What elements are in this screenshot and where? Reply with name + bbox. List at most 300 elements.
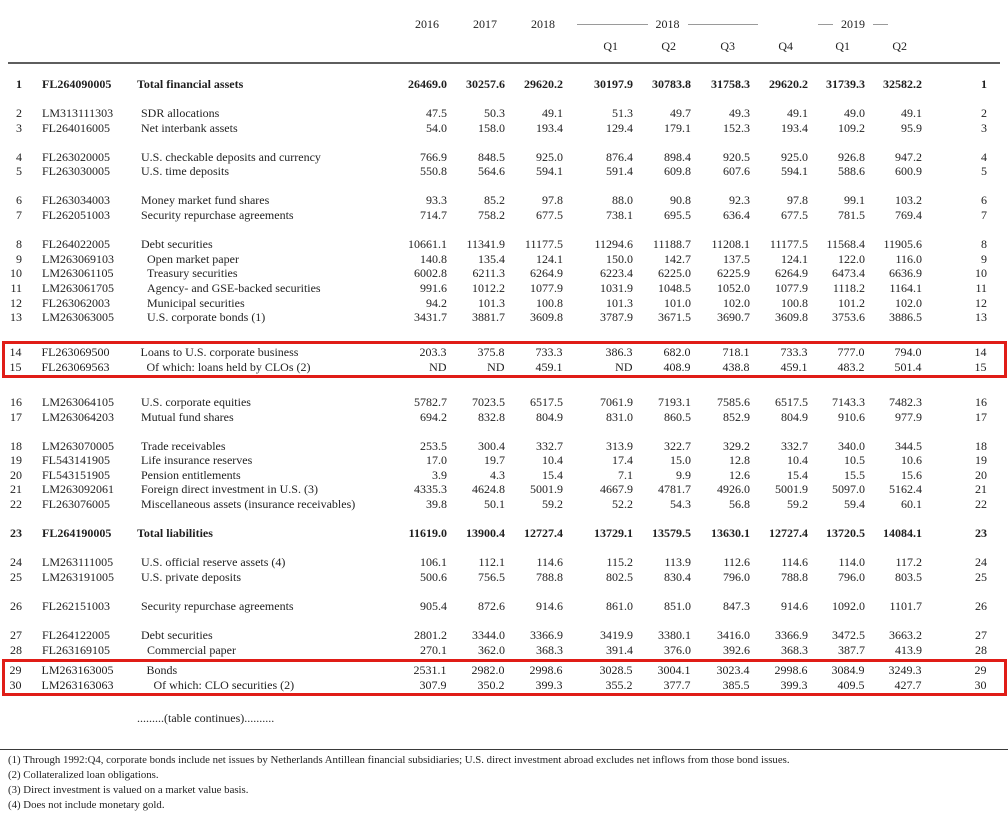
- value-cell: 1048.5: [658, 280, 691, 295]
- value-cell: 920.5: [723, 149, 750, 164]
- value-cell: 10.4: [787, 453, 808, 468]
- table-row: [8, 208, 1000, 223]
- row-number-right: 5: [981, 164, 987, 179]
- value-cell: 413.9: [895, 642, 922, 657]
- row-number-left: 24: [10, 555, 22, 570]
- series-code: LM263063005: [42, 310, 114, 325]
- value-cell: 3881.7: [472, 310, 505, 325]
- table-row: [8, 453, 1000, 468]
- series-code: LM263111005: [42, 555, 114, 570]
- value-cell: 106.1: [420, 555, 447, 570]
- row-spacer: [8, 92, 1000, 107]
- value-cell: 5001.9: [530, 482, 563, 497]
- row-spacer: [8, 424, 1000, 439]
- series-code: FL262051003: [42, 208, 111, 223]
- value-cell: 15.0: [670, 453, 691, 468]
- value-cell: 947.2: [895, 149, 922, 164]
- row-number-left: 4: [16, 149, 22, 164]
- table-row: [8, 150, 1000, 165]
- row-number-right: 12: [975, 295, 987, 310]
- table-row: [8, 310, 1000, 325]
- value-cell: 99.1: [844, 193, 865, 208]
- value-cell: 376.0: [664, 642, 691, 657]
- series-code: FL263069500: [41, 345, 110, 360]
- value-cell: 714.7: [420, 208, 447, 223]
- value-cell: 32582.2: [883, 77, 922, 91]
- row-number-right: 22: [975, 496, 987, 511]
- value-cell: 93.3: [426, 193, 447, 208]
- value-cell: 861.0: [606, 598, 633, 613]
- footnote-divider-rule: [0, 749, 1008, 750]
- row-number-left: 30: [9, 677, 22, 692]
- value-cell: 377.7: [663, 677, 691, 692]
- row-number-left: 15: [9, 359, 22, 374]
- value-cell: 112.6: [723, 555, 750, 570]
- value-cell: 10.6: [901, 453, 922, 468]
- series-description: Open market paper: [147, 251, 239, 266]
- table-row: [8, 281, 1000, 296]
- value-cell: 59.2: [542, 496, 563, 511]
- row-number-left: 1: [16, 77, 22, 91]
- footnote-2: (2) Collateralized loan obligations.: [8, 769, 159, 782]
- value-cell: 4926.0: [717, 482, 750, 497]
- table-row: [8, 663, 1001, 678]
- row-number-right: 11: [975, 280, 987, 295]
- column-header-2019-q2: Q2: [892, 38, 907, 53]
- series-description: Debt securities: [141, 627, 213, 642]
- value-cell: 2801.2: [414, 627, 447, 642]
- row-number-left: 3: [16, 120, 22, 135]
- header-year-row: [8, 0, 1000, 34]
- series-description: U.S. corporate bonds (1): [147, 310, 266, 325]
- value-cell: 852.9: [723, 409, 750, 424]
- value-cell: 54.3: [670, 496, 691, 511]
- value-cell: 12727.4: [524, 526, 563, 541]
- series-description: U.S. checkable deposits and currency: [141, 149, 321, 164]
- value-cell: 694.2: [420, 409, 447, 424]
- value-cell: 600.9: [895, 164, 922, 179]
- value-cell: 11341.9: [466, 237, 505, 252]
- series-description: Municipal securities: [147, 295, 245, 310]
- value-cell: 10.5: [844, 453, 865, 468]
- value-cell: 1077.9: [775, 280, 808, 295]
- value-cell: 5782.7: [414, 394, 447, 409]
- series-description: Of which: loans held by CLOs (2): [146, 359, 311, 374]
- value-cell: 193.4: [536, 120, 563, 135]
- series-description: U.S. corporate equities: [141, 394, 251, 409]
- value-cell: 3753.6: [832, 310, 865, 325]
- value-cell: 2982.0: [471, 663, 505, 678]
- series-description: Debt securities: [141, 237, 213, 252]
- row-number-left: 14: [9, 345, 22, 360]
- value-cell: 59.4: [844, 496, 865, 511]
- row-number-left: 12: [10, 295, 22, 310]
- value-cell: 11177.5: [524, 237, 563, 252]
- value-cell: 193.4: [781, 120, 808, 135]
- value-cell: 591.4: [606, 164, 633, 179]
- row-number-left: 13: [10, 310, 22, 325]
- row-spacer: [8, 584, 1000, 599]
- value-cell: 17.4: [612, 453, 633, 468]
- series-code: FL263034003: [42, 193, 111, 208]
- value-cell: 14084.1: [883, 526, 922, 541]
- table-row: [8, 526, 1000, 541]
- row-number-left: 25: [10, 569, 22, 584]
- value-cell: 11568.4: [826, 237, 865, 252]
- series-code: FL264190005: [42, 526, 112, 541]
- table-row: [8, 193, 1000, 208]
- value-cell: 12.6: [729, 467, 750, 482]
- value-cell: 307.9: [419, 677, 447, 692]
- series-code: FL264090005: [42, 77, 112, 91]
- value-cell: 677.5: [781, 208, 808, 223]
- value-cell: 51.3: [612, 106, 633, 121]
- series-code: FL263062003: [42, 295, 111, 310]
- value-cell: 15.5: [844, 467, 865, 482]
- row-number-left: 29: [9, 663, 22, 678]
- row-number-right: 19: [975, 453, 987, 468]
- value-cell: 5162.4: [889, 482, 922, 497]
- series-description: Security repurchase agreements: [141, 208, 294, 223]
- row-number-left: 10: [10, 266, 22, 281]
- value-cell: 140.8: [420, 251, 447, 266]
- value-cell: 122.0: [838, 251, 865, 266]
- value-cell: 3663.2: [889, 627, 922, 642]
- header-divider-rule: [8, 62, 1000, 64]
- row-number-left: 26: [10, 598, 22, 613]
- value-cell: 991.6: [420, 280, 447, 295]
- value-cell: 50.1: [484, 496, 505, 511]
- series-description: Commercial paper: [147, 642, 236, 657]
- footnote-4: (4) Does not include monetary gold.: [8, 799, 165, 812]
- series-description: Net interbank assets: [141, 120, 238, 135]
- value-cell: 15.4: [542, 467, 563, 482]
- value-cell: 103.2: [895, 193, 922, 208]
- value-cell: 253.5: [420, 438, 447, 453]
- value-cell: 607.6: [723, 164, 750, 179]
- value-cell: 109.2: [838, 120, 865, 135]
- value-cell: 114.6: [536, 555, 563, 570]
- series-code: FL262151003: [42, 598, 111, 613]
- value-cell: 847.3: [723, 598, 750, 613]
- value-cell: 391.4: [606, 642, 633, 657]
- row-number-left: 16: [10, 394, 22, 409]
- value-cell: 6264.9: [775, 266, 808, 281]
- value-cell: 758.2: [478, 208, 505, 223]
- value-cell: 332.7: [536, 438, 563, 453]
- value-cell: 399.3: [535, 677, 563, 692]
- row-number-right: 9: [981, 251, 987, 266]
- value-cell: 3609.8: [530, 310, 563, 325]
- value-cell: 1164.1: [889, 280, 922, 295]
- value-cell: 594.1: [536, 164, 563, 179]
- row-number-left: 5: [16, 164, 22, 179]
- value-cell: 29620.2: [769, 77, 808, 91]
- value-cell: 409.5: [837, 677, 865, 692]
- row-spacer: [8, 541, 1000, 556]
- value-cell: 11208.1: [711, 237, 750, 252]
- value-cell: 796.0: [723, 569, 750, 584]
- value-cell: 427.7: [894, 677, 922, 692]
- value-cell: 344.5: [895, 438, 922, 453]
- value-cell: 17.0: [426, 453, 447, 468]
- value-cell: 3004.1: [657, 663, 691, 678]
- value-cell: ND: [487, 359, 505, 374]
- series-description: Total financial assets: [137, 77, 244, 91]
- value-cell: 7.1: [618, 467, 633, 482]
- value-cell: 203.3: [419, 345, 447, 360]
- value-cell: 95.9: [901, 120, 922, 135]
- value-cell: 7143.3: [832, 394, 865, 409]
- value-cell: 6636.9: [889, 266, 922, 281]
- row-number-left: 21: [10, 482, 22, 497]
- row-number-left: 9: [16, 251, 22, 266]
- series-code: LM263064203: [42, 409, 114, 424]
- value-cell: 11294.6: [594, 237, 633, 252]
- value-cell: 910.6: [838, 409, 865, 424]
- row-number-right: 8: [981, 237, 987, 252]
- value-cell: 142.7: [664, 251, 691, 266]
- value-cell: 3023.4: [716, 663, 750, 678]
- group-rule-left: [577, 24, 648, 25]
- value-cell: 1101.7: [889, 598, 922, 613]
- value-cell: 15.6: [901, 467, 922, 482]
- value-cell: 788.8: [781, 569, 808, 584]
- value-cell: ND: [615, 359, 633, 374]
- table-body: [8, 77, 1000, 696]
- value-cell: 11177.5: [769, 237, 808, 252]
- value-cell: ND: [429, 359, 447, 374]
- value-cell: 350.2: [477, 677, 505, 692]
- value-cell: 94.2: [426, 295, 447, 310]
- value-cell: 718.1: [722, 345, 750, 360]
- value-cell: 1118.2: [832, 280, 865, 295]
- column-header-2016: 2016: [415, 16, 439, 31]
- column-header-2018-q1: Q1: [603, 38, 618, 53]
- value-cell: 500.6: [420, 569, 447, 584]
- value-cell: 682.0: [663, 345, 691, 360]
- table-row: [8, 678, 1001, 693]
- row-number-left: 7: [16, 208, 22, 223]
- value-cell: 2998.6: [529, 663, 563, 678]
- group-rule-right: [688, 24, 759, 25]
- value-cell: 49.7: [670, 106, 691, 121]
- value-cell: 13579.5: [652, 526, 691, 541]
- row-number-left: 2: [16, 106, 22, 121]
- value-cell: 1031.9: [600, 280, 633, 295]
- value-cell: 97.8: [542, 193, 563, 208]
- value-cell: 3431.7: [414, 310, 447, 325]
- row-spacer: [8, 512, 1000, 527]
- value-cell: 332.7: [781, 438, 808, 453]
- series-description: Loans to U.S. corporate business: [140, 345, 299, 360]
- value-cell: 392.6: [723, 642, 750, 657]
- value-cell: 88.0: [612, 193, 633, 208]
- value-cell: 6517.5: [775, 394, 808, 409]
- value-cell: 769.4: [895, 208, 922, 223]
- value-cell: 56.8: [729, 496, 750, 511]
- series-description: Mutual fund shares: [141, 409, 234, 424]
- value-cell: 7061.9: [600, 394, 633, 409]
- value-cell: 137.5: [723, 251, 750, 266]
- series-description: Foreign direct investment in U.S. (3): [141, 482, 318, 497]
- series-description: Bonds: [146, 663, 178, 678]
- value-cell: 6473.4: [832, 266, 865, 281]
- value-cell: 49.0: [844, 106, 865, 121]
- series-code: FL264022005: [42, 237, 111, 252]
- value-cell: 322.7: [664, 438, 691, 453]
- value-cell: 19.7: [484, 453, 505, 468]
- column-header-2019-q1: Q1: [835, 38, 850, 53]
- row-spacer: [8, 613, 1000, 628]
- value-cell: 804.9: [536, 409, 563, 424]
- value-cell: 4624.8: [472, 482, 505, 497]
- value-cell: 6264.9: [530, 266, 563, 281]
- value-cell: 756.5: [478, 569, 505, 584]
- table-row: [8, 570, 1000, 585]
- value-cell: 738.1: [606, 208, 633, 223]
- row-number-left: 27: [10, 627, 22, 642]
- value-cell: 4667.9: [600, 482, 633, 497]
- row-number-right: 15: [974, 359, 987, 374]
- series-code: FL264122005: [42, 627, 111, 642]
- row-number-right: 1: [981, 77, 987, 91]
- value-cell: 777.0: [837, 345, 865, 360]
- value-cell: 860.5: [664, 409, 691, 424]
- series-description: Total liabilities: [137, 526, 213, 541]
- table-row: [8, 237, 1000, 252]
- value-cell: 124.1: [536, 251, 563, 266]
- row-number-right: 27: [975, 627, 987, 642]
- value-cell: 1052.0: [717, 280, 750, 295]
- value-cell: 11188.7: [652, 237, 691, 252]
- row-number-left: 22: [10, 496, 22, 511]
- value-cell: 926.8: [838, 149, 865, 164]
- series-code: FL543151905: [42, 467, 111, 482]
- series-code: LM263061105: [42, 266, 114, 281]
- value-cell: 851.0: [664, 598, 691, 613]
- value-cell: 408.9: [663, 359, 691, 374]
- value-cell: 1092.0: [832, 598, 865, 613]
- table-row: [8, 360, 1001, 375]
- value-cell: 914.6: [536, 598, 563, 613]
- row-number-right: 18: [975, 438, 987, 453]
- row-number-right: 6: [981, 193, 987, 208]
- value-cell: 803.5: [895, 569, 922, 584]
- value-cell: 31739.3: [826, 77, 865, 91]
- table-row: [8, 410, 1000, 425]
- value-cell: 124.1: [781, 251, 808, 266]
- value-cell: 501.4: [894, 359, 922, 374]
- value-cell: 49.1: [901, 106, 922, 121]
- value-cell: 4335.3: [414, 482, 447, 497]
- value-cell: 3419.9: [600, 627, 633, 642]
- row-number-right: 30: [974, 677, 987, 692]
- value-cell: 3886.5: [889, 310, 922, 325]
- table-row: [8, 482, 1000, 497]
- row-number-left: 8: [16, 237, 22, 252]
- value-cell: 116.0: [895, 251, 922, 266]
- series-code: FL263076005: [42, 496, 111, 511]
- series-description: Agency- and GSE-backed securities: [147, 280, 321, 295]
- value-cell: 733.3: [780, 345, 808, 360]
- value-cell: 102.0: [723, 295, 750, 310]
- value-cell: 459.1: [780, 359, 808, 374]
- value-cell: 788.8: [536, 569, 563, 584]
- row-number-right: 7: [981, 208, 987, 223]
- row-spacer: [8, 135, 1000, 150]
- value-cell: 152.3: [723, 120, 750, 135]
- row-number-right: 23: [975, 526, 987, 541]
- value-cell: 13720.5: [826, 526, 865, 541]
- value-cell: 876.4: [606, 149, 633, 164]
- value-cell: 375.8: [477, 345, 505, 360]
- value-cell: 102.0: [895, 295, 922, 310]
- value-cell: 13900.4: [466, 526, 505, 541]
- value-cell: 6517.5: [530, 394, 563, 409]
- value-cell: 3671.5: [658, 310, 691, 325]
- row-number-right: 4: [981, 149, 987, 164]
- row-number-left: 20: [10, 467, 22, 482]
- quarter-group-2019: [808, 17, 922, 32]
- series-code: FL263030005: [42, 164, 111, 179]
- value-cell: 29620.2: [524, 77, 563, 91]
- value-cell: 905.4: [420, 598, 447, 613]
- value-cell: 6225.9: [717, 266, 750, 281]
- value-cell: 92.3: [729, 193, 750, 208]
- value-cell: 804.9: [781, 409, 808, 424]
- value-cell: 3787.9: [600, 310, 633, 325]
- row-spacer: [8, 325, 1000, 340]
- value-cell: 3472.5: [832, 627, 865, 642]
- series-description: Trade receivables: [141, 438, 226, 453]
- row-number-right: 10: [975, 266, 987, 281]
- value-cell: 3366.9: [775, 627, 808, 642]
- value-cell: 483.2: [837, 359, 865, 374]
- row-number-left: 18: [10, 438, 22, 453]
- value-cell: 832.8: [478, 409, 505, 424]
- table-row: [8, 121, 1000, 136]
- column-header-2018: 2018: [531, 16, 555, 31]
- series-code: LM263070005: [42, 438, 114, 453]
- value-cell: 300.4: [478, 438, 505, 453]
- row-number-left: 19: [10, 453, 22, 468]
- row-number-left: 17: [10, 409, 22, 424]
- value-cell: 5097.0: [832, 482, 865, 497]
- table-row: [8, 497, 1000, 512]
- table-row: [8, 395, 1000, 410]
- value-cell: 6225.0: [658, 266, 691, 281]
- value-cell: 50.3: [484, 106, 505, 121]
- value-cell: 872.6: [478, 598, 505, 613]
- value-cell: 3416.0: [717, 627, 750, 642]
- value-cell: 313.9: [606, 438, 633, 453]
- value-cell: 7482.3: [889, 394, 922, 409]
- column-header-2018-q3: Q3: [720, 38, 735, 53]
- value-cell: 11905.6: [883, 237, 922, 252]
- series-code: FL263069563: [41, 359, 110, 374]
- series-code: LM263191005: [42, 569, 114, 584]
- series-description: Life insurance reserves: [141, 453, 253, 468]
- value-cell: 100.8: [536, 295, 563, 310]
- value-cell: 677.5: [536, 208, 563, 223]
- value-cell: 47.5: [426, 106, 447, 121]
- table-row: [8, 439, 1000, 454]
- series-description: Money market fund shares: [141, 193, 270, 208]
- series-code: LM263163005: [41, 663, 114, 678]
- series-code: FL263169105: [42, 642, 111, 657]
- table-row: [8, 643, 1000, 658]
